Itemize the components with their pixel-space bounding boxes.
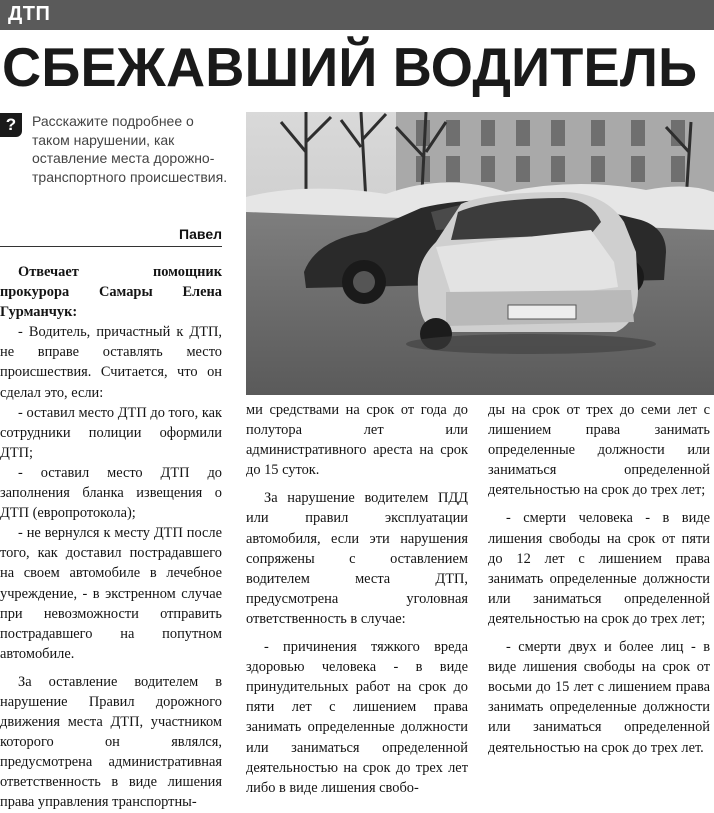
paragraph: - причинения тяжкого вреда здоровью человека - в виде принудительных работ на срок до пяти лет с лишением права занимать определенные должности или заниматься определенной деятельностью на срок до трех лет либо в виде лишения свобо- bbox=[246, 639, 468, 796]
answer-column-3 bbox=[488, 400, 710, 758]
question-author: Павел bbox=[0, 226, 222, 247]
rubric-label: ДТП bbox=[8, 3, 51, 25]
rubric-bar bbox=[0, 0, 714, 30]
paragraph: - оставил место ДТП до заполнения бланка извещения о ДТП (европротокола); bbox=[0, 464, 222, 522]
paragraph: - смерти человека - в виде лишения свободы на срок от пяти до 12 лет с лишением права занимать определенные должности или заниматься определенной деятельностью на срок до трех лет; bbox=[488, 510, 710, 627]
paragraph: За нарушение водителем ПДД или правил эксплуатации автомобиля, если эти нарушения сопряжены с оставлением водителем места ДТП, предусмотрена уголовная ответственность в случае: bbox=[246, 490, 468, 627]
answer-column-1 bbox=[0, 262, 222, 813]
answer-column-2 bbox=[246, 400, 468, 798]
paragraph: - оставил место ДТП до того, как сотрудники полиции оформили ДТП; bbox=[0, 404, 222, 461]
paragraph: ды на срок от трех до семи лет с лишением права занимать определенные должности или заниматься определенной деятельностью на срок до трех лет; bbox=[488, 402, 710, 499]
paragraph: - Водитель, причастный к ДТП, не вправе оставлять место происшествия. Считается, что он сделал это, если: bbox=[0, 324, 222, 401]
reader-question: Расскажите подробнее о таком нарушении, как оставление места дорожно-транспортного происшествия. bbox=[32, 113, 228, 185]
paragraph: За оставление водителем в нарушение Правил дорожного движения места ДТП, участником которого он являлся, предусмотрена административная ответственность в виде лишения права управления транспортны- bbox=[0, 673, 222, 811]
question-icon: ? bbox=[0, 113, 22, 137]
paragraph: ми средствами на срок от года до полутора лет или административного ареста на срок до 15 суток. bbox=[246, 402, 468, 479]
car-crash-photo bbox=[246, 112, 714, 395]
paragraph: - смерти двух и более лиц - в виде лишения свободы на срок от восьми до 15 лет с лишением права занимать определенные должности или заниматься определенной деятельностью на срок до трех лет. bbox=[488, 639, 710, 756]
headline: СБЕЖАВШИЙ ВОДИТЕЛЬ bbox=[2, 36, 698, 98]
paragraph: - не вернулся к месту ДТП после того, как доставил пострадавшего на своем автомобиле в лечебное учреждение, - в экстренном случае при невозможности отправить пострадавшего на попутном автомобиле. bbox=[0, 525, 222, 662]
answer-intro: Отвечает помощник прокурора Самары Елена Гурманчук: bbox=[0, 264, 222, 321]
